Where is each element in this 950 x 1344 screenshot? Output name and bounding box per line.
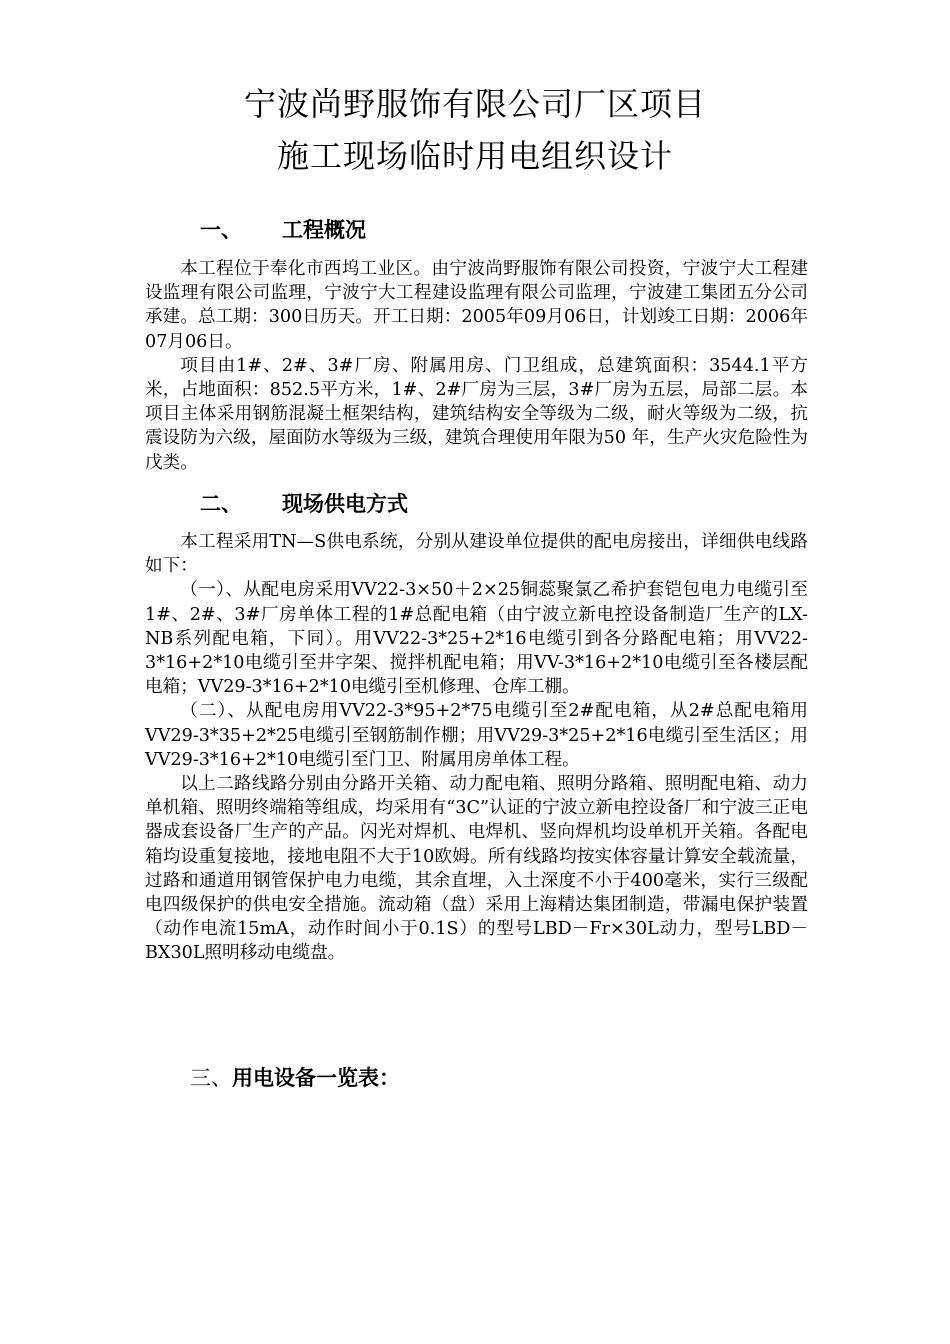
section2-number: 二、 [200, 491, 242, 516]
section2-paragraph-2: （一）、从配电房采用VV22-3×50＋2×25铜蕊聚氯乙希护套铠包电力电缆引至1#、2#、3#厂房单体工程的1#总配电箱（由宁波立新电控设备制造厂生产的LX-NB系列配电箱，下同）。用VV22-3*25+2*16电缆引到各分路配电箱；用VV22-3*16+2*10电缆引至井字架、搅拌机配电箱；用VV-3*16+2*10电缆引至各楼层配电箱；VV29-3*16+2*10电缆引至机修理、仓库工棚。 [145, 580, 808, 698]
section1-heading [200, 216, 366, 244]
section1-title: 工程概况 [282, 217, 366, 242]
section1-body [145, 257, 808, 475]
section2-heading [200, 490, 408, 518]
section3-number: 三、 [190, 1066, 232, 1090]
section1-paragraph-2: 项目由1#、2#、3#厂房、附属用房、门卫组成，总建筑面积：3544.1平方米，占地面积：852.5平方米，1#、2#厂房为三层，3#厂房为五层，局部二层。本项目主体采用钢筋混凝土框架结构，建筑结构安全等级为二级，耐火等级为二级，抗震设防为六级，屋面防水等级为三级，建筑合理使用年限为50 年，生产火灾危险性为戊类。 [145, 355, 808, 473]
section2-title: 现场供电方式 [282, 491, 408, 516]
section3-heading [190, 1064, 400, 1092]
section1-number: 一、 [200, 217, 242, 242]
document-title-line1: 宁波尚野服饰有限公司厂区项目 [243, 85, 706, 123]
section2-body [145, 530, 808, 966]
document-title-line2: 施工现场临时用电组织设计 [276, 137, 673, 175]
section2-paragraph-3: （二）、从配电房用VV22-3*95+2*75电缆引至2#配电箱，从2#总配电箱用VV29-3*35+2*25电缆引至钢筋制作棚；用VV29-3*25+2*16电缆引至生活区；用VV29-3*16+2*10电缆引至门卫、附属用房单体工程。 [145, 701, 808, 770]
section2-paragraph-1: 本工程采用TN—S供电系统，分别从建设单位提供的配电房接出，详细供电线路如下： [145, 532, 808, 577]
section1-paragraph-1: 本工程位于奉化市西坞工业区。由宁波尚野服饰有限公司投资，宁波宁大工程建设监理有限公司监理，宁波宁大工程建设监理有限公司监理，宁波建工集团五分公司承建。总工期：300日历天。开工日期：2005年09月06日，计划竣工日期：2006年07月06日。 [145, 259, 808, 352]
section2-paragraph-4: 以上二路线路分别由分路开关箱、动力配电箱、照明分路箱、照明配电箱、动力单机箱、照明终端箱等组成，均采用有“3C”认证的宁波立新电控设备厂和宁波三正电器成套设备厂生产的产品。闪光对焊机、电焊机、竖向焊机均设单机开关箱。各配电箱均设重复接地，接地电阻不大于10欧姆。所有线路均按实体容量计算安全载流量，过路和通道用钢管保护电力电缆，其余直埋，入土深度不小于400毫米，实行三级配电四级保护的供电安全措施。流动箱（盘）采用上海精达集团制造，带漏电保护装置（动作电流15mA，动作时间小于0.1S）的型号LBD－Fr×30L动力，型号LBD－BX30L照明移动电缆盘。 [145, 774, 808, 964]
section3-title: 用电设备一览表： [232, 1065, 400, 1090]
